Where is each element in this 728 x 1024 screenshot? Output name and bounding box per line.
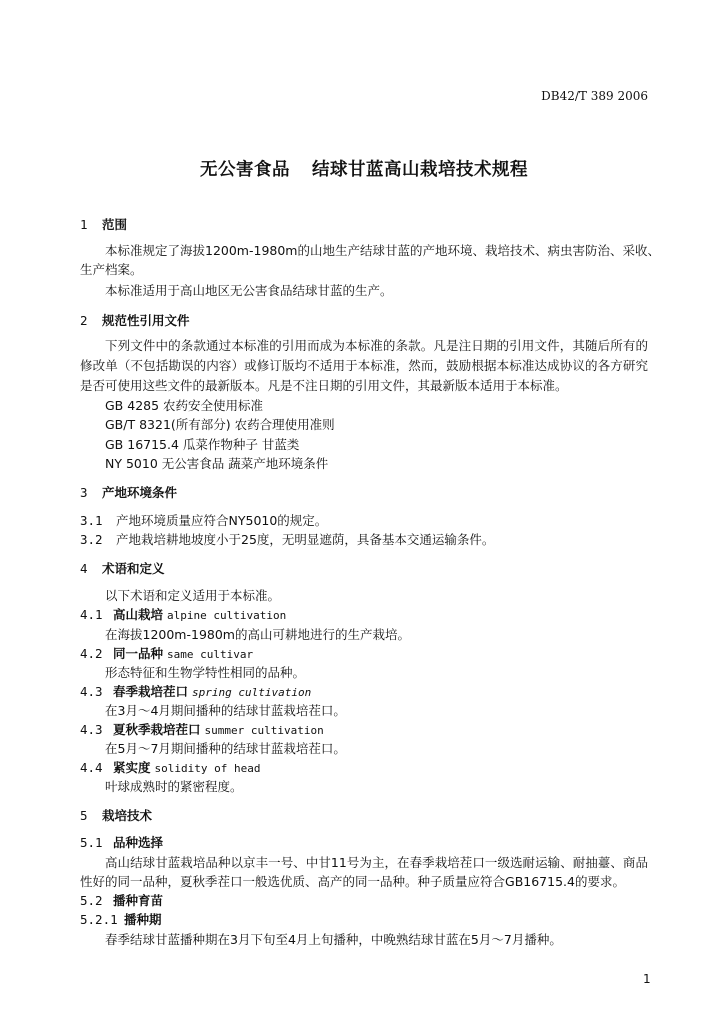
section-1-paragraph-2: 本标准适用于高山地区无公害食品结球甘蓝的生产。 — [105, 283, 393, 298]
section-2-heading: 2 规范性引用文件 — [80, 313, 190, 328]
term-definition: 形态特征和生物学特性相同的品种。 — [105, 665, 306, 680]
clause-5-1-heading: 5.1 品种选择 — [80, 835, 164, 850]
section-1-heading: 1 范围 — [80, 217, 128, 232]
section-4-heading: 4 术语和定义 — [80, 561, 165, 576]
title-part-2: 结球甘蓝高山栽培技术规程 — [312, 160, 528, 180]
term-definition: 在5月～7月期间播种的结球甘蓝栽培茬口。 — [105, 741, 346, 756]
clause-5-2-1-heading: 5.2.1 播种期 — [80, 912, 162, 927]
section-2-paragraph-b: 修改单（不包括勘误的内容）或修订版均不适用于本标准，然而，鼓励根据本标准达成协议的各方研究 — [80, 358, 648, 373]
document-title — [0, 156, 728, 181]
clause-3-1: 3.1 产地环境质量应符合NY5010的规定。 — [80, 513, 328, 528]
term-heading: 4.2 同一品种 same cultivar — [80, 646, 254, 661]
clause-5-2-1-paragraph: 春季结球甘蓝播种期在3月下旬至4月上旬播种，中晚熟结球甘蓝在5月～7月播种。 — [105, 932, 562, 947]
term-heading: 4.1 高山栽培 alpine cultivation — [80, 607, 287, 622]
section-1-paragraph-1a: 本标准规定了海拔1200m-1980m的山地生产结球甘蓝的产地环境、栽培技术、病虫害防治、采收、 — [105, 243, 660, 258]
section-2-paragraph-c: 是否可使用这些文件的最新版本。凡是不注日期的引用文件，其最新版本适用于本标准。 — [80, 378, 568, 393]
title-part-1: 无公害食品 — [200, 160, 290, 180]
clause-3-2: 3.2 产地栽培耕地坡度小于25度，无明显遮荫，具备基本交通运输条件。 — [80, 532, 495, 547]
document-code: DB42/T 389 2006 — [541, 89, 648, 103]
reference-item: NY 5010 无公害食品 蔬菜产地环境条件 — [105, 456, 329, 471]
term-definition: 在海拔1200m-1980m的高山可耕地进行的生产栽培。 — [105, 627, 410, 642]
section-4-intro: 以下术语和定义适用于本标准。 — [105, 588, 281, 603]
clause-5-1-paragraph-b: 性好的同一品种，夏秋季茬口一般选优质、高产的同一品种。种子质量应符合GB16715.4的要求。 — [80, 874, 625, 889]
reference-item: GB 16715.4 瓜菜作物种子 甘蓝类 — [105, 437, 300, 452]
section-3-heading: 3 产地环境条件 — [80, 485, 178, 500]
clause-5-1-paragraph-a: 高山结球甘蓝栽培品种以京丰一号、中甘11号为主，在春季栽培茬口一级选耐运输、耐抽薹、商品 — [105, 855, 648, 870]
section-5-heading: 5 栽培技术 — [80, 808, 153, 823]
term-heading: 4.4 紧实度 solidity of head — [80, 760, 261, 775]
page-number: 1 — [643, 972, 651, 986]
term-definition: 在3月～4月期间播种的结球甘蓝栽培茬口。 — [105, 703, 346, 718]
reference-item: GB 4285 农药安全使用标准 — [105, 398, 264, 413]
clause-5-2-heading: 5.2 播种育苗 — [80, 893, 164, 908]
term-heading: 4.3 夏秋季栽培茬口 summer cultivation — [80, 722, 324, 737]
reference-item: GB/T 8321(所有部分) 农药合理使用准则 — [105, 417, 335, 432]
section-2-paragraph-a: 下列文件中的条款通过本标准的引用而成为本标准的条款。凡是注日期的引用文件，其随后所有的 — [105, 338, 648, 353]
term-heading: 4.3 春季栽培茬口 spring cultivation — [80, 684, 312, 699]
term-definition: 叶球成熟时的紧密程度。 — [105, 779, 243, 794]
section-1-paragraph-1b: 生产档案。 — [80, 262, 143, 277]
